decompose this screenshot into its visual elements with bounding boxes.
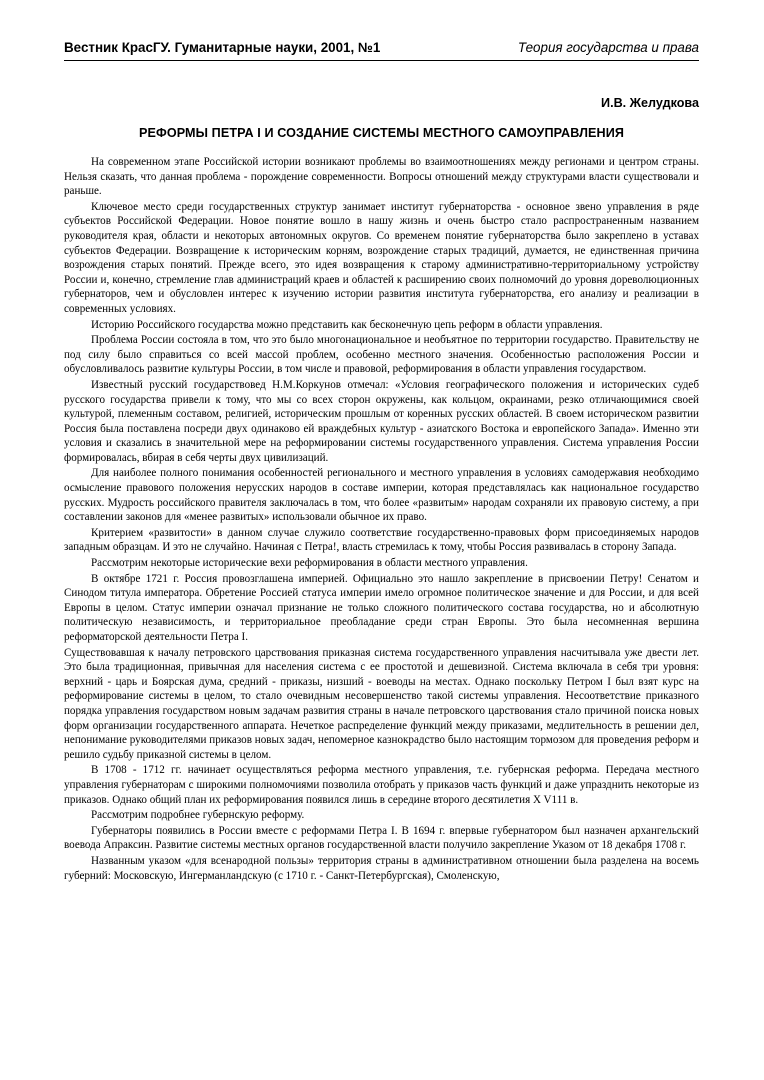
paragraph: Историю Российского государства можно представить как бесконечную цепь реформ в области управления.: [91, 318, 603, 331]
paragraph: Рассмотрим некоторые исторические вехи реформирования в области местного управления.: [91, 557, 528, 570]
paragraph: Известный русский государствовед Н.М.Коркунов отмечал: «Условия географического положения и исторических судеб русского государства привели к тому, что мы со всех сторон окружены, как кольцом, окраинами, резко отличающимися своей культурой, племенным составом, религией, историческим прошлым от коренных русских областей. В своем историческом развитии Россия была поставлена посреди двух одинаково ей враждебных культур - азиатского Востока и европейского Запада». Именно эти условия и сказались в значительной мере на реформировании системы государственного управления. Система управления России формировалась, вбирая в себя черты двух цивилизаций.: [64, 378, 699, 464]
paragraph: В октябре 1721 г. Россия провозглашена империей. Официально это нашло закрепление в присвоении Петру! Сенатом и Синодом титула императора. Обретение Россией статуса империи имело огромное политическое значение и для России, и для всей Европы в целом. Статус империи означал признание не только сложного политического состава государства, но и абсолютную политическую независимость, и территориальное преобладание среди стран Европы. Это была несомненная вершина реформаторской деятельности Петра I.: [64, 572, 699, 643]
paragraph: Критерием «развитости» в данном случае служило соответствие государственно-правовых форм присоединяемых народов западным образцам. И это не случайно. Начиная с Петра!, власть стремилась к тому, чтобы Россия развивалась в сторону Запада.: [64, 526, 699, 554]
paragraph: Рассмотрим подробнее губернскую реформу.: [91, 809, 305, 822]
author-name: И.В. Желудкова: [601, 96, 699, 110]
paragraph: В 1708 - 1712 гг. начинает осуществляться реформа местного управления, т.е. губернская реформа. Передача местного управления губернаторам с широкими полномочиями позволила отобрать у приказов часть функций и даже упразднить некоторые из приказов. Однако общий план их реформирования появился лишь в середине второго десятилетия X V111 в.: [64, 764, 699, 806]
journal-title: Вестник КрасГУ. Гуманитарные науки, 2001, №1: [64, 40, 381, 55]
paragraph: Названным указом «для всенародной пользы» территория страны в административном отношении была разделена на восемь губерний: Московскую, Ингерманландскую (с 1710 г. - Санкт-Петербургская), Смоленскую,: [64, 854, 699, 882]
paragraph: Для наиболее полного понимания особенностей регионального и местного управления в условиях самодержавия необходимо осмысление правового положения нерусских народов в составе империи, которая представлялась как национальное государство русских. Мудрость российского правителя заключалась в том, что более «развитым» народам сохраняли их правовую систему, а при составлении законов для «менее развитых» использовали обычное их право.: [64, 467, 699, 524]
section-title: Теория государства и права: [517, 40, 699, 55]
paragraph: Ключевое место среди государственных структур занимает институт губернаторства - основное звено управления в ряде субъектов Российской Федерации. Новое понятие вошло в нашу жизнь и очень быстро стало распространенным названием руководителя края, области и некоторых автономных округов. Со временем понятие губернаторства было закреплено в уставах субъектов Федерации. Возвращение к историческим корням, возрождение старых традиций, думается, не единственная причина возрождения старых понятий. Прежде всего, это идея возвращения к старому административно-территориальному устройству России и, конечно, стремление глав администраций краев и областей к расширению своих полномочий до уровня дореволюционных губернаторов, чем и обусловлен интерес к изучению истории развития института губернаторства, его анализу и реализации в современных условиях.: [64, 200, 699, 315]
paragraph: Проблема России состояла в том, что это было многонациональное и необъятное по территории государство. Правительству не под силу было справиться со всей массой проблем, особенно местного значения. Особенностью расположения России и обусловливалось развитие культуры России, в том числе и правовой, реформирования в области управления государством.: [64, 334, 699, 376]
paragraph: На современном этапе Российской истории возникают проблемы во взаимоотношениях между регионами и центром страны. Нельзя сказать, что данная проблема - порождение современности. Вопросы отношений между структурами власти существовали и раньше.: [64, 156, 699, 198]
article-body: [64, 155, 699, 884]
paragraph: Существовавшая к началу петровского царствования приказная система государственного управления насчитывала уже двести лет. Это была традиционная, привычная для населения система с ее простотой и дешевизной. Система включала в себя три уровня: верхний - царь и Боярская дума, средний - приказы, низший - воеводы на местах. Однако поскольку Петром I был взят курс на реформирование системы в целом, то стало очевидным несовершенство такой системы управления. Несоответствие приказного порядка управления государством новым задачам развития страны в начале петровского царствования стало причиной поиска новых форм организации государственного аппарата. Нечеткое распределение функций между приказами, медлительность в решении дел, непонимание руководителями приказов новых задач, непомерное казнокрадство было настоящим тормозом для проведения реформ и решило судьбу приказной системы в целом.: [64, 646, 699, 761]
running-header: [64, 40, 699, 61]
article-title: РЕФОРМЫ ПЕТРА I И СОЗДАНИЕ СИСТЕМЫ МЕСТНОГО САМОУПРАВЛЕНИЯ: [138, 126, 625, 140]
paragraph: Губернаторы появились в России вместе с реформами Петра I. В 1694 г. впервые губернатором был назначен архангельский воевода Апраксин. Развитие системы местных органов государственной власти получило закрепление Указом от 18 декабря 1708 г.: [64, 824, 699, 852]
